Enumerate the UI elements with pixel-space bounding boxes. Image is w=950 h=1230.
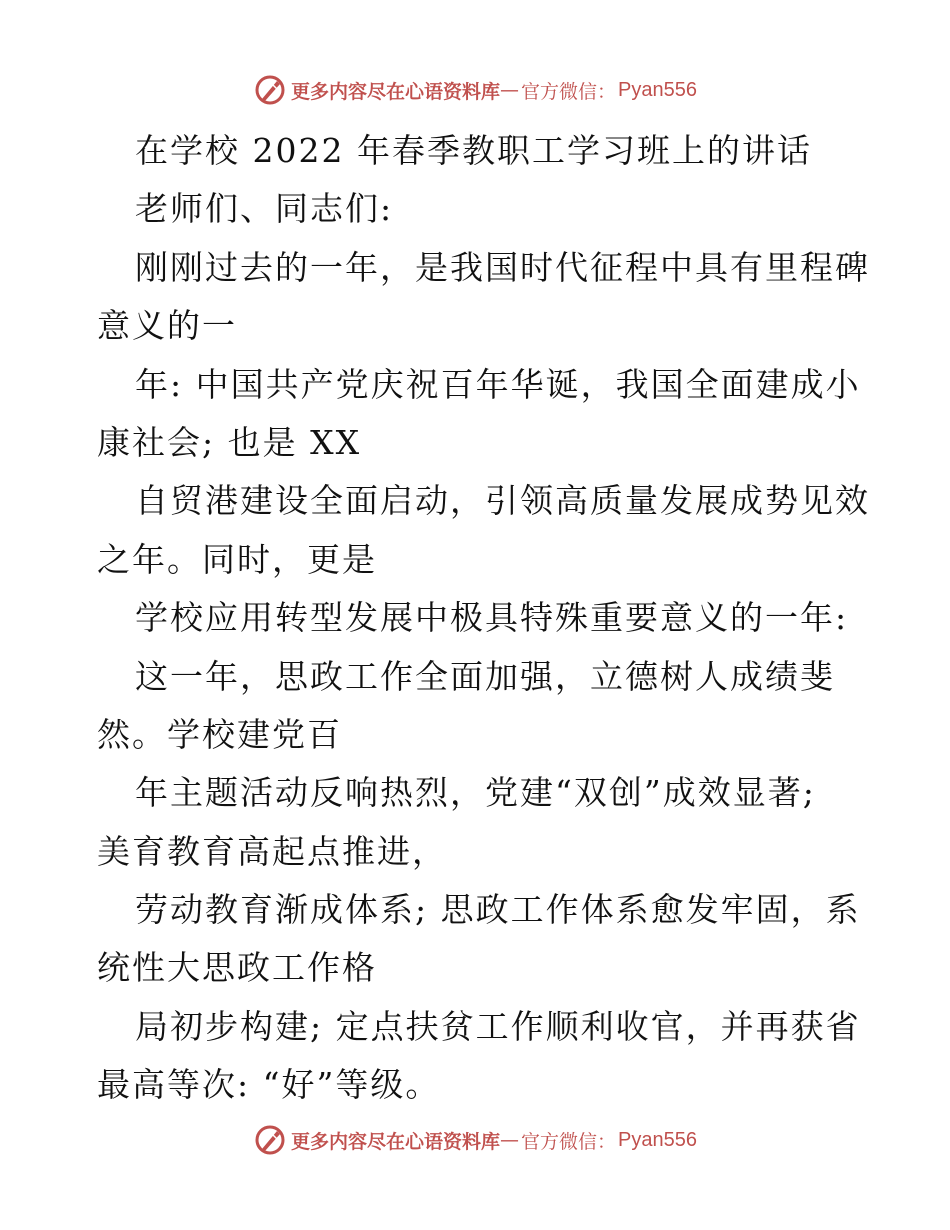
document-body bbox=[97, 122, 870, 1115]
text-line: 统性大思政工作格 bbox=[97, 948, 377, 988]
text-line: 之年。同时，更是 bbox=[97, 539, 377, 579]
banner-separator: — bbox=[500, 1129, 520, 1151]
banner-text: 更多内容尽在心语资料库 bbox=[291, 1130, 501, 1153]
text-line: 局初步构建; 定点扶贫工作顺利收官，并再获省 bbox=[135, 1006, 861, 1046]
text-line: 康社会; 也是 XX bbox=[97, 422, 362, 462]
header-banner bbox=[0, 70, 950, 110]
text-line: 劳动教育渐成体系; 思政工作体系愈发牢固，系 bbox=[135, 890, 861, 930]
footer-banner bbox=[0, 1120, 950, 1160]
text-line: 年主题活动反响热烈，党建“双创”成效显著; bbox=[135, 773, 816, 813]
banner-wechat-label: 官方微信： bbox=[521, 1130, 617, 1153]
text-line: 然。学校建党百 bbox=[97, 714, 342, 754]
banner-separator: — bbox=[500, 79, 520, 101]
banner-wechat-id: Pyan556 bbox=[618, 1128, 697, 1151]
text-line: 年: 中国共产党庆祝百年华诞，我国全面建成小 bbox=[135, 364, 861, 404]
quill-logo-icon bbox=[253, 1123, 287, 1157]
text-line: 刚刚过去的一年，是我国时代征程中具有里程碑 bbox=[135, 247, 870, 287]
text-line: 这一年，思政工作全面加强，立德树人成绩斐 bbox=[135, 656, 835, 696]
text-line: 美育教育高起点推进， bbox=[97, 831, 447, 871]
quill-logo-icon bbox=[253, 73, 287, 107]
text-line: 最高等次: “好”等级。 bbox=[97, 1065, 441, 1105]
text-line: 自贸港建设全面启动，引领高质量发展成势见效 bbox=[135, 481, 870, 521]
banner-wechat-id: Pyan556 bbox=[618, 78, 697, 101]
text-line: 意义的一 bbox=[97, 306, 237, 346]
banner-wechat-label: 官方微信： bbox=[521, 80, 617, 103]
text-line: 老师们、同志们: bbox=[135, 189, 394, 229]
banner-text: 更多内容尽在心语资料库 bbox=[291, 80, 501, 103]
document-title: 在学校 2022 年春季教职工学习班上的讲话 bbox=[135, 131, 812, 170]
text-line: 学校应用转型发展中极具特殊重要意义的一年: bbox=[135, 598, 849, 638]
